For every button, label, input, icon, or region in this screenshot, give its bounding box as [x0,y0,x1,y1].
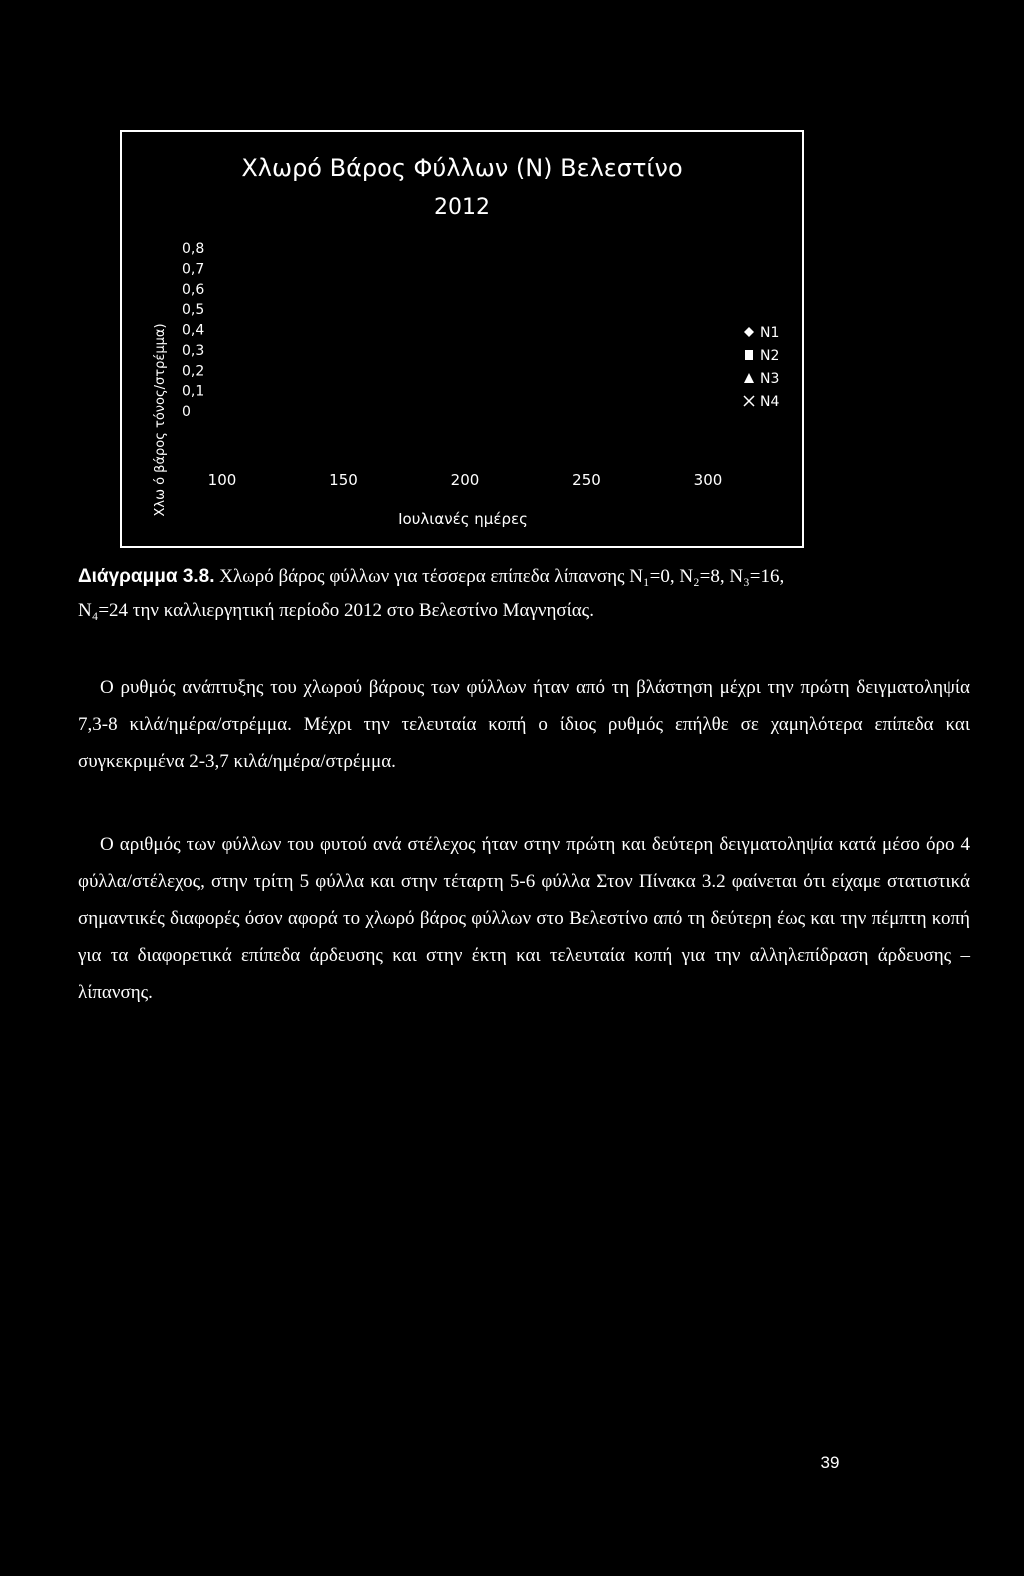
x-tick-labels [208,471,723,489]
x-tick-label: 300 [693,471,723,489]
caption-text-line2: N₄=24 την καλλιεργητική περίοδο 2012 στο Βελεστίνο Μαγνησίας. [78,600,594,621]
chart-legend [744,325,779,410]
figure-caption [78,560,968,628]
legend-marker-n1 [744,327,754,337]
y-tick-label: 0,4 [182,322,205,339]
x-tick-label: 100 [207,471,237,489]
y-tick-labels [182,241,204,420]
legend-marker-n2 [745,350,753,360]
caption-text-line1: Χλωρό βάρος φύλλων για τέσσερα επίπεδα λίπανσης N₁=0, N₂=8, N₃=16, [219,566,785,587]
y-tick-label: 0,3 [182,342,205,359]
paragraph-2-text: Ο αριθμός των φύλλων του φυτού ανά στέλεχος ήταν στην πρώτη και δεύτερη δειγματοληψία κατά μέσο όρο 4 φύλλα/στέλεχος, στην τρίτη 5 φύλλα και στην τέταρτη 5-6 φύλλα Στον Πίνακα 3.2 φαίνεται ότι είχαμε στατιστικά σημαντικές διαφορές όσον αφορά το χλωρό βάρος φύλλων στο Βελεστίνο από τη δεύτερη έως και την πέμπτη κοπή για τα διαφορετικά επίπεδα άρδευσης και στην έκτη και τελευταία κοπή για την αλληλεπίδραση άρδευσης – λίπανσης. [78,834,970,1003]
y-tick-label: 0 [182,404,191,420]
legend-label-n4: N4 [760,394,780,410]
legend-marker-n3 [744,373,754,383]
y-tick-label: 0,7 [182,261,205,278]
paragraph-growth-rate [78,669,970,780]
chart-frame [120,130,804,548]
legend-label-n1: N1 [760,325,780,341]
data-points [370,261,628,328]
legend-marker-n4 [744,396,754,406]
legend-label-n3: N3 [760,371,780,387]
x-tick-label: 150 [329,471,358,489]
point-n2 [529,298,537,308]
paragraph-leaf-count [78,826,970,1011]
y-axis-label: Χλω ό βάρος τόνος/στρέμμα) [153,323,168,517]
legend-label-n2: N2 [760,348,780,364]
y-tick-label: 0,5 [182,302,205,319]
y-tick-label: 0,1 [182,383,205,400]
point-n1 [489,282,499,292]
y-tick-label: 0,6 [182,281,205,298]
chart-title: Χλωρό Βάρος Φύλλων (Ν) Βελεστίνο [241,154,683,182]
x-tick-label: 200 [450,471,480,489]
green-weight-chart [122,132,802,546]
caption-label: Διάγραμμα 3.8. [78,566,215,587]
page-number: 39 [820,1453,840,1472]
x-axis-label: Ιουλιανές ημέρες [398,510,528,528]
y-tick-label: 0,8 [182,241,205,257]
paragraph-1-text: Ο ρυθμός ανάπτυξης του χλωρού βάρους των φύλλων ήταν από τη βλάστηση μέχρι την πρώτη δειγματοληψία 7,3-8 κιλά/ημέρα/στρέμμα. Μέχρι την τελευταία κοπή ο ίδιος ρυθμός επήλθε σε χαμηλότερα επίπεδα και συγκεκριμένα 2-3,7 κιλά/ημέρα/στρέμμα. [78,677,970,772]
chart-grid [222,248,708,411]
x-tick-label: 250 [572,471,601,489]
y-tick-label: 0,2 [182,363,205,380]
chart-subtitle: 2012 [434,195,490,220]
